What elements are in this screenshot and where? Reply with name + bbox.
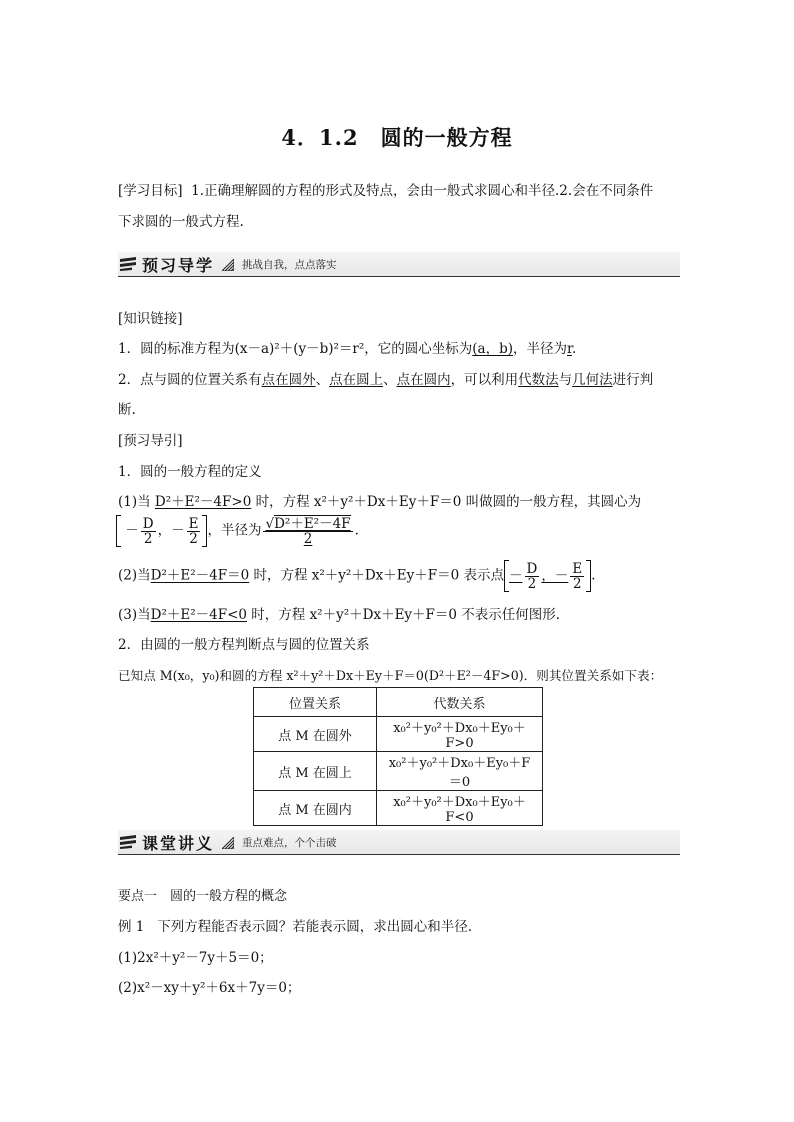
text: ，可以利用 [450,372,519,388]
example-1 [118,918,472,936]
condition-answer: D²＋E²－4F<0 [150,607,247,623]
fraction-num: E [188,515,199,532]
text: 与 [558,372,573,388]
condition-3 [118,606,560,624]
guide-section-2: 2．由圆的一般方程判断点与圆的位置关系 [118,637,370,653]
fraction-num: E [572,560,583,577]
answer-in: 点在圆内 [396,372,451,388]
center-radius-formula: － $\frac{D}{2}$ ，－ $\frac{E}{2}$ ，半径为 $\frac{\text{√D²＋E²－4F}}{2}$ . [116,515,359,551]
text: 2．点与圆的位置关系有 [118,372,262,388]
fraction-den: 2 [303,530,313,547]
text: 时，方程 x²＋y²＋Dx＋Ey＋F＝0 表示点 [253,567,505,584]
banner-subtitle: 挑战自我，点点落实 [242,259,337,271]
condition-1 [118,493,641,511]
objectives-line-1 [118,182,653,200]
fraction-num: D [142,515,154,532]
fraction-den: 2 [527,575,537,592]
guide-section-1: 1．圆的一般方程的定义 [118,464,262,480]
bracket-left [504,560,509,592]
triangle-icon [222,837,234,849]
sqrt-content: D²＋E²－4F [274,515,351,532]
triangle-icon [222,259,234,271]
condition-2: (2)当D²＋E²－4F＝0 时，方程 x²＋y²＋Dx＋Ey＋F＝0 表示点 － $\frac{D}{2}$ ，－ $\frac{E}{2}$ . [118,560,596,592]
table-row [254,752,543,791]
objectives-tag: [学习目标] [118,183,183,199]
table-cell: x₀²＋y₀²＋Dx₀＋Ey₀＋F＝0 [377,752,543,791]
text: (2)当 [118,567,151,584]
table-header: 代数关系 [377,688,543,717]
example-tag: 例 1 [118,919,145,935]
objectives-text-1: 1.正确理解圆的方程的形式及特点，会由一般式求圆心和半径.2.会在不同条件 [191,183,654,199]
answer-algebra: 代数法 [518,372,559,388]
knowledge-tag: [知识链接] [118,311,183,327]
bracket-left [116,515,121,547]
center-answer: (a，b) [472,341,514,357]
answer-geometry: 几何法 [572,372,613,388]
answer-on: 点在圆上 [329,372,384,388]
table-cell: 点 M 在圆外 [254,717,377,752]
section-banner-lesson [118,830,680,855]
page-title: 4．1.2 圆的一般方程 [281,125,513,150]
condition-answer: D²＋E²－4F>0 [154,494,252,510]
table-cell: 点 M 在圆上 [254,752,377,791]
objectives-line-2: 下求圆的一般式方程. [118,214,244,230]
knowledge-item-1 [118,340,576,358]
text: 时，方程 x²＋y²＋Dx＋Ey＋F＝0 叫做圆的一般方程，其圆心为 [255,494,642,510]
section-banner-preview [118,252,680,277]
position-relation-table [253,687,543,826]
radius-answer: r [567,341,572,357]
guide-tag: [预习导引] [118,433,183,449]
example-1-question-2: (2)x²－xy＋y²＋6x＋7y＝0； [118,980,301,996]
table-row [254,791,543,826]
table-row [254,717,543,752]
text: 1．圆的标准方程为(x－a)²＋(y－b)²＝r²，它的圆心坐标为 [118,341,473,357]
knowledge-item-2: 2．点与圆的位置关系有点在圆外、点在圆上、点在圆内，可以利用代数法与几何法进行判 [118,372,654,388]
condition-answer: D²＋E²－4F＝0 [150,567,250,584]
example-text: 下列方程能否表示圆？若能表示圆，求出圆心和半径. [157,919,473,935]
banner-label: 预习导学 [142,256,215,275]
text: 进行判 [612,372,654,388]
fraction-den: 2 [572,575,582,592]
knowledge-item-2-cont: 断. [118,402,136,418]
stripe-icon [120,835,136,849]
example-1-question-1: (1)2x²＋y²－7y＋5＝0； [118,950,273,966]
sqrt-numerator: √D²＋E²－4F [265,515,351,532]
fraction-den: 2 [189,530,198,547]
table-header-row [254,688,543,717]
stripe-icon [120,257,136,271]
table-cell: x₀²＋y₀²＋Dx₀＋Ey₀＋F>0 [377,717,543,752]
table-cell: 点 M 在圆内 [254,791,377,826]
text: . [572,341,577,357]
fraction-num: D [526,560,538,577]
banner-subtitle: 重点难点，个个击破 [242,837,337,849]
text: ，半径为 [513,341,568,357]
answer-out: 点在圆外 [261,372,316,388]
table-header: 位置关系 [254,688,377,717]
key-point-1: 要点一 圆的一般方程的概念 [118,889,288,904]
text: (1)当 [118,494,151,510]
text: (3)当 [118,607,151,623]
table-cell: x₀²＋y₀²＋Dx₀＋Ey₀＋F<0 [377,791,543,826]
bracket-right [586,560,591,592]
text: ，半径为 [207,522,262,539]
text: 时，方程 x²＋y²＋Dx＋Ey＋F＝0 不表示任何图形. [251,607,561,623]
fraction-den: 2 [143,530,153,547]
known-point-text: 已知点 M(x₀，y₀)和圆的方程 x²＋y²＋Dx＋Ey＋F＝0(D²＋E²－4F>0)．则其位置关系如下表： [118,668,663,683]
banner-label: 课堂讲义 [142,834,215,853]
